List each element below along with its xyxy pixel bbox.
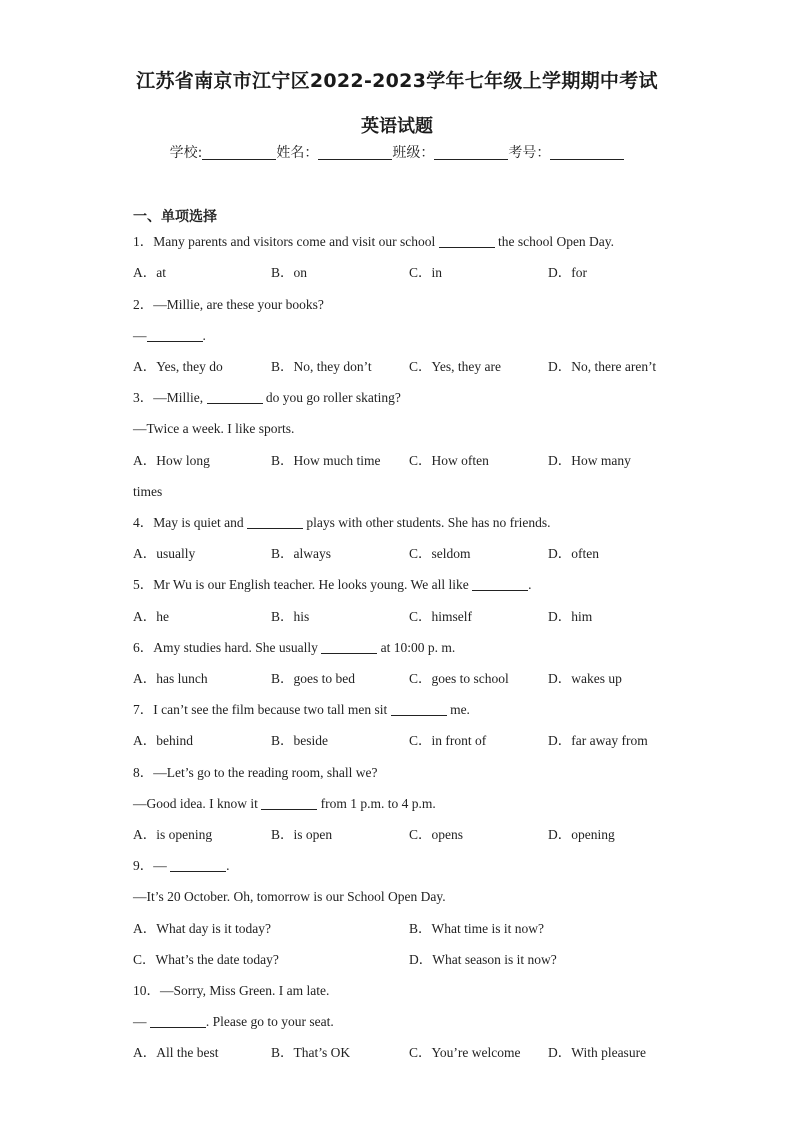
question-number: 8． [133,765,154,780]
answer-blank [472,577,528,591]
question-1-option-c[interactable]: C．in [409,265,443,280]
stem-text: the school Open Day. [494,234,615,249]
stem-text: Mr Wu is our English teacher. He looks young. We all like [153,577,473,592]
stem-text: me. [446,702,470,717]
question-6-option-d[interactable]: D．wakes up [548,671,622,686]
reply-text: . [202,328,206,343]
question-9-option-b[interactable]: B．What time is it now? [409,921,544,936]
question-1-option-d[interactable]: D．for [548,265,587,280]
section-heading: 一、单项选择 [133,209,217,225]
stem-text: at 10:00 p. m. [377,640,456,655]
stem-text: Amy studies hard. She usually [153,640,322,655]
question-10-stem [133,982,329,1000]
student-info-line [0,142,794,162]
question-5-option-a[interactable]: A．he [133,609,169,624]
question-1-stem [133,233,614,251]
question-2-option-c[interactable]: C．Yes, they are [409,359,501,374]
question-8-option-a[interactable]: A．is opening [133,827,213,842]
name-label: 姓名： [276,145,319,161]
stem-text: . [528,577,532,592]
question-7-option-d[interactable]: D．far away from [548,733,648,748]
question-4-option-a[interactable]: A．usually [133,546,196,561]
question-2-option-d[interactable]: D．No, there aren’t [548,359,657,374]
question-9-reply: —It’s 20 October. Oh, tomorrow is our School Open Day. [133,889,446,904]
question-3-reply: —Twice a week. I like sports. [133,421,295,436]
question-number: 10． [133,983,160,998]
reply-text: . Please go to your seat. [205,1014,334,1029]
question-7-option-c[interactable]: C．in front of [409,733,487,748]
question-1-option-b[interactable]: B．on [271,265,308,280]
answer-blank [391,702,447,716]
reply-text: — [133,1014,150,1029]
question-10-option-a[interactable]: A．All the best [133,1045,219,1060]
answer-blank [150,1014,206,1028]
question-6-option-a[interactable]: A．has lunch [133,671,208,686]
question-5-option-c[interactable]: C．himself [409,609,472,624]
stem-text: —Let’s go to the reading room, shall we? [153,765,378,780]
stem-text: May is quiet and [153,515,247,530]
exam-number-label: 考号： [508,145,551,161]
question-5-option-b[interactable]: B．his [271,609,310,624]
exam-number-blank[interactable] [550,145,624,160]
stem-text: —Millie, are these your books? [153,297,324,312]
exam-title: 江苏省南京市江宁区2022-2023学年七年级上学期期中考试 [136,70,658,92]
question-number: 2． [133,297,154,312]
question-4-option-b[interactable]: B．always [271,546,331,561]
question-number: 3． [133,390,154,405]
question-number: 6． [133,640,154,655]
stem-text: do you go roller skating? [262,390,401,405]
question-3-stem [133,389,401,407]
question-number: 5． [133,577,154,592]
answer-blank [147,328,203,342]
question-9-option-a[interactable]: A．What day is it today? [133,921,271,936]
reply-text: —Good idea. I know it [133,796,262,811]
question-4-option-c[interactable]: C．seldom [409,546,471,561]
question-8-reply [133,795,436,813]
answer-blank [247,515,303,529]
reply-text: — [133,328,147,343]
class-label: 班级： [392,145,435,161]
stem-text: I can’t see the film because two tall men sit [153,702,391,717]
answer-blank [321,640,377,654]
question-number: 7． [133,702,154,717]
class-blank[interactable] [434,145,508,160]
question-9-option-d[interactable]: D．What season is it now? [409,952,557,967]
question-3-option-d[interactable]: D．How many [548,453,631,468]
name-blank[interactable] [318,145,392,160]
exam-subtitle: 英语试题 [361,116,433,137]
question-8-option-c[interactable]: C．opens [409,827,463,842]
question-6-stem [133,639,455,657]
question-7-option-a[interactable]: A．behind [133,733,193,748]
stem-text: . [226,858,230,873]
question-2-stem [133,296,324,314]
question-6-option-c[interactable]: C．goes to school [409,671,509,686]
question-8-option-d[interactable]: D．opening [548,827,615,842]
question-8-stem [133,764,377,782]
question-10-reply [133,1013,334,1031]
question-6-option-b[interactable]: B．goes to bed [271,671,355,686]
stem-text: — [153,858,171,873]
question-5-option-d[interactable]: D．him [548,609,593,624]
question-number: 4． [133,515,154,530]
question-8-option-b[interactable]: B．is open [271,827,333,842]
question-number: 9． [133,858,154,873]
answer-blank [207,390,263,404]
question-5-stem [133,576,531,594]
question-7-option-b[interactable]: B．beside [271,733,328,748]
question-2-reply [133,327,206,345]
answer-blank [439,234,495,248]
question-2-option-a[interactable]: A．Yes, they do [133,359,223,374]
question-10-option-b[interactable]: B．That’s OK [271,1045,351,1060]
question-3-option-b[interactable]: B．How much time [271,453,381,468]
question-3-option-c[interactable]: C．How often [409,453,489,468]
question-3-option-a[interactable]: A．How long [133,453,210,468]
answer-blank [261,796,317,810]
answer-blank [170,858,226,872]
question-7-stem [133,701,470,719]
question-10-option-c[interactable]: C．You’re welcome [409,1045,521,1060]
question-1-option-a[interactable]: A．at [133,265,166,280]
question-4-stem [133,514,550,532]
question-10-option-d[interactable]: D．With pleasure [548,1045,647,1060]
school-label: 学校: [169,145,203,161]
question-9-stem [133,857,230,875]
question-2-option-b[interactable]: B．No, they don’t [271,359,372,374]
stem-text: Many parents and visitors come and visit our school [153,234,439,249]
stem-text: plays with other students. She has no friends. [303,515,551,530]
reply-text: from 1 p.m. to 4 p.m. [317,796,436,811]
stem-text: —Sorry, Miss Green. I am late. [160,983,330,998]
stem-text: —Millie, [153,390,207,405]
question-3-option-d-wrap: times [133,484,163,499]
question-4-option-d[interactable]: D．often [548,546,599,561]
question-number: 1． [133,234,154,249]
question-9-option-c[interactable]: C．What’s the date today? [133,952,279,967]
school-blank[interactable] [202,145,276,160]
